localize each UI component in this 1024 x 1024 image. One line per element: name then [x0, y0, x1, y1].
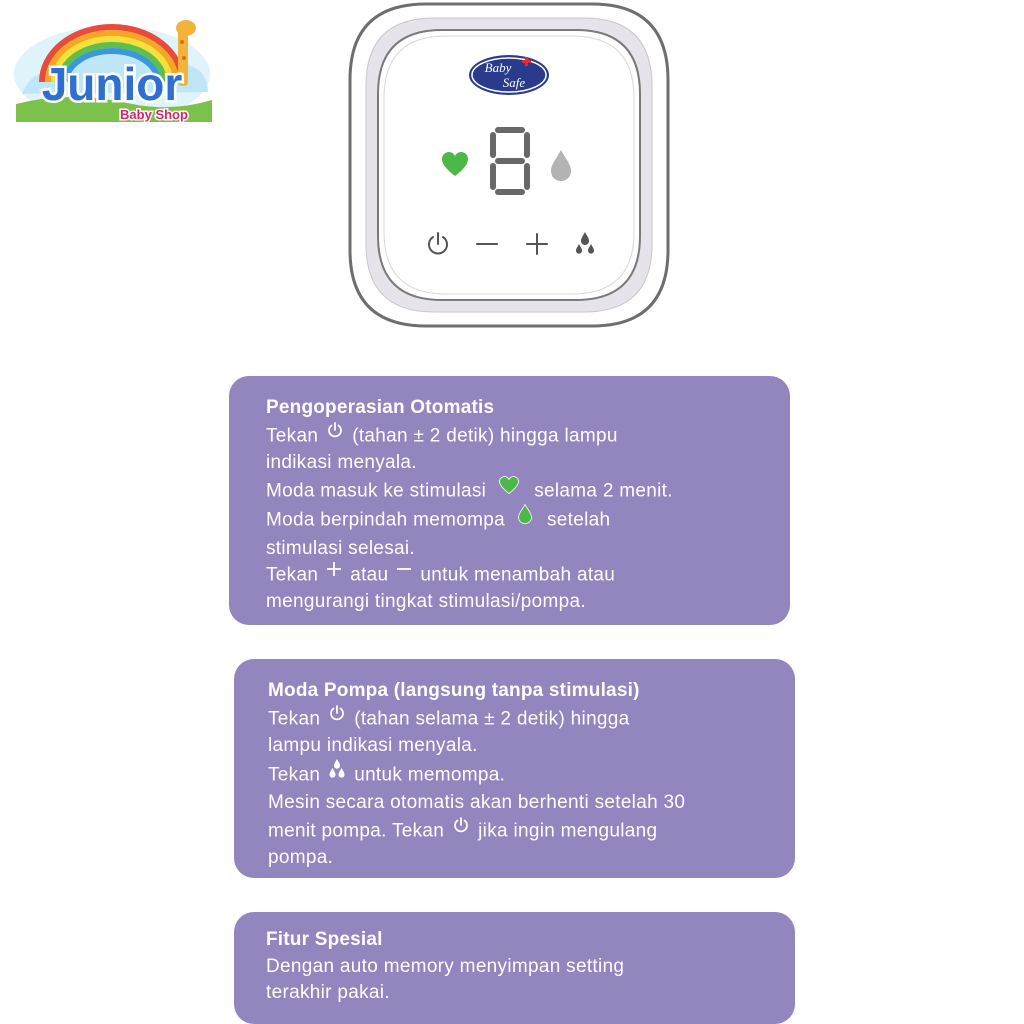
- heart-icon: [440, 150, 470, 178]
- card-title: Fitur Spesial: [266, 929, 383, 950]
- display-digit: [489, 126, 531, 196]
- plus-icon: [325, 560, 343, 587]
- text: jika ingin mengulang: [478, 819, 658, 841]
- drop-icon: [549, 148, 573, 182]
- pump-drops-icon: [327, 758, 347, 789]
- device-control-panel: [346, 0, 672, 330]
- card-line: indikasi menyala.: [266, 452, 417, 473]
- card-line: [268, 705, 765, 734]
- shop-logo-name: Junior: [41, 58, 183, 110]
- text: untuk memompa.: [354, 763, 506, 785]
- drop-icon: [517, 503, 533, 534]
- heart-icon: [498, 475, 520, 504]
- text: atau: [350, 564, 389, 586]
- card-line: Mesin secara otomatis akan berhenti setelah 30: [268, 792, 686, 813]
- shop-logo: [12, 12, 217, 127]
- auto-operation-card: [229, 376, 790, 625]
- card-line: lampu indikasi menyala.: [268, 735, 478, 756]
- shop-logo-tagline: Baby Shop: [120, 107, 188, 122]
- brand-line2: Safe: [502, 75, 526, 90]
- card-line: [268, 760, 765, 791]
- plus-button[interactable]: [521, 228, 553, 260]
- power-icon: [451, 815, 471, 844]
- text: Tekan: [266, 424, 319, 446]
- brand-logo: [468, 54, 550, 96]
- pump-drops-icon: [569, 228, 601, 260]
- card-line: [268, 817, 765, 846]
- card-line: terakhir pakai.: [266, 982, 390, 1003]
- card-line: mengurangi tingkat stimulasi/pompa.: [266, 590, 586, 612]
- pump-button[interactable]: [569, 228, 601, 260]
- card-line: stimulasi selesai.: [266, 537, 416, 559]
- power-icon: [327, 703, 347, 732]
- text: setelah: [546, 509, 611, 531]
- text: Tekan: [268, 763, 321, 785]
- text: (tahan selama ± 2 detik) hingga: [354, 707, 630, 729]
- minus-icon: [395, 560, 413, 587]
- brand-line1: Baby: [484, 60, 512, 75]
- pump-mode-card: [234, 659, 795, 878]
- card-line: Dengan auto memory menyimpan setting: [266, 955, 625, 977]
- minus-icon: [471, 228, 503, 260]
- power-icon: [325, 420, 345, 449]
- special-feature-card: [234, 912, 795, 1024]
- power-button[interactable]: [422, 228, 454, 260]
- card-line: [266, 477, 760, 506]
- plus-icon: [521, 228, 553, 260]
- text: Moda berpindah memompa: [266, 509, 505, 531]
- card-line: [266, 562, 760, 589]
- text: menit pompa. Tekan: [268, 819, 445, 841]
- text: Tekan: [268, 707, 321, 729]
- text: (tahan ± 2 detik) hingga lampu: [352, 424, 618, 446]
- power-icon: [422, 228, 454, 260]
- card-line: [266, 505, 760, 536]
- card-title: Moda Pompa (langsung tanpa stimulasi): [268, 680, 640, 701]
- card-line: [266, 422, 760, 451]
- text: Tekan: [266, 564, 319, 586]
- text: Moda masuk ke stimulasi: [266, 479, 487, 501]
- card-title: Pengoperasian Otomatis: [266, 397, 495, 418]
- text: untuk menambah atau: [420, 564, 616, 586]
- minus-button[interactable]: [471, 228, 503, 260]
- text: selama 2 menit.: [534, 479, 673, 501]
- card-line: pompa.: [268, 847, 334, 868]
